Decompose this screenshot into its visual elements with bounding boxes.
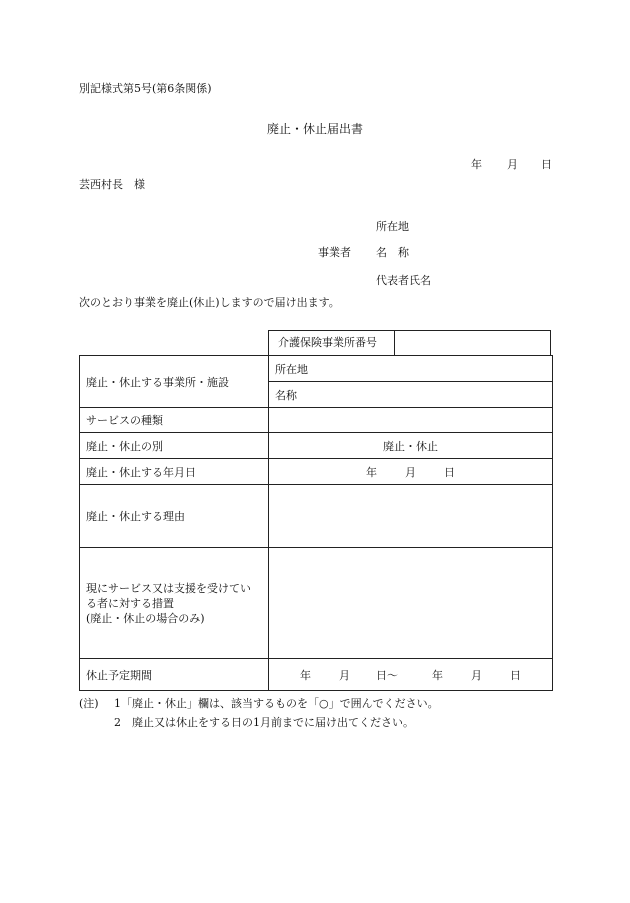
reason-field[interactable] <box>269 485 553 548</box>
date-day: 日 <box>541 158 552 171</box>
period-month-unit: 月 <box>471 668 482 682</box>
addressee: 芸西村長 様 <box>79 178 145 191</box>
distinction-field[interactable] <box>269 433 553 459</box>
date-label: 廃止・休止する年月日 <box>80 459 269 485</box>
facility-label: 廃止・休止する事業所・施設 <box>80 356 269 408</box>
applicant-representative-label: 代表者氏名 <box>376 274 431 287</box>
service-type-field[interactable] <box>269 408 553 433</box>
facility-name-label: 名称 <box>275 388 297 402</box>
distinction-label: 廃止・休止の別 <box>80 433 269 459</box>
note-2: 2 廃止又は休止をする日の1月前までに届け出てください。 <box>114 716 414 729</box>
notes-prefix: (注) <box>79 697 99 710</box>
date-field[interactable] <box>269 459 553 485</box>
applicant-name-label: 名 称 <box>376 246 409 259</box>
period-year-unit: 年 <box>300 668 311 682</box>
facility-address-field[interactable] <box>269 356 553 382</box>
service-type-label: サービスの種類 <box>80 408 269 433</box>
note-1: 1「廃止・休止」欄は、該当するものを「○」で囲んでください。 <box>114 697 439 710</box>
applicant-group-label: 事業者 <box>318 246 351 259</box>
table-row <box>80 433 553 459</box>
page-title: 廃止・休止届出書 <box>267 122 364 136</box>
period-day-unit: 日 <box>510 668 521 682</box>
insurance-number-field[interactable] <box>395 331 550 355</box>
date-year-unit: 年 <box>366 465 377 479</box>
facility-name-field[interactable] <box>269 382 553 408</box>
reason-label: 廃止・休止する理由 <box>80 485 269 548</box>
table-row <box>80 485 553 548</box>
date-day-unit: 日 <box>444 465 455 479</box>
measures-label-line: 現にサービス又は支援を受けてい <box>86 581 251 595</box>
measures-label <box>80 548 269 659</box>
measures-label-line: (廃止・休止の場合のみ) <box>86 611 205 625</box>
table-row <box>80 459 553 485</box>
table-row <box>80 548 553 659</box>
date-month: 月 <box>507 158 518 171</box>
measures-label-line: る者に対する措置 <box>86 596 174 610</box>
date-year: 年 <box>471 158 482 171</box>
insurance-number-label: 介護保険事業所番号 <box>269 331 395 355</box>
date-month-unit: 月 <box>405 465 416 479</box>
notification-table <box>79 355 553 691</box>
form-number: 別記様式第5号(第6条関係) <box>79 82 212 95</box>
applicant-address-label: 所在地 <box>376 220 409 233</box>
intro-text: 次のとおり事業を廃止(休止)しますので届け出ます。 <box>79 296 340 309</box>
table-row <box>80 356 553 382</box>
period-month-unit: 月 <box>339 668 350 682</box>
period-label: 休止予定期間 <box>80 659 269 691</box>
table-row <box>80 408 553 433</box>
period-field[interactable] <box>269 659 553 691</box>
measures-field[interactable] <box>269 548 553 659</box>
period-day-unit: 日～ <box>376 668 398 682</box>
facility-address-label: 所在地 <box>275 362 308 376</box>
distinction-value: 廃止・休止 <box>383 439 438 453</box>
period-year-unit: 年 <box>432 668 443 682</box>
table-row <box>80 659 553 691</box>
insurance-number-box <box>268 330 551 355</box>
